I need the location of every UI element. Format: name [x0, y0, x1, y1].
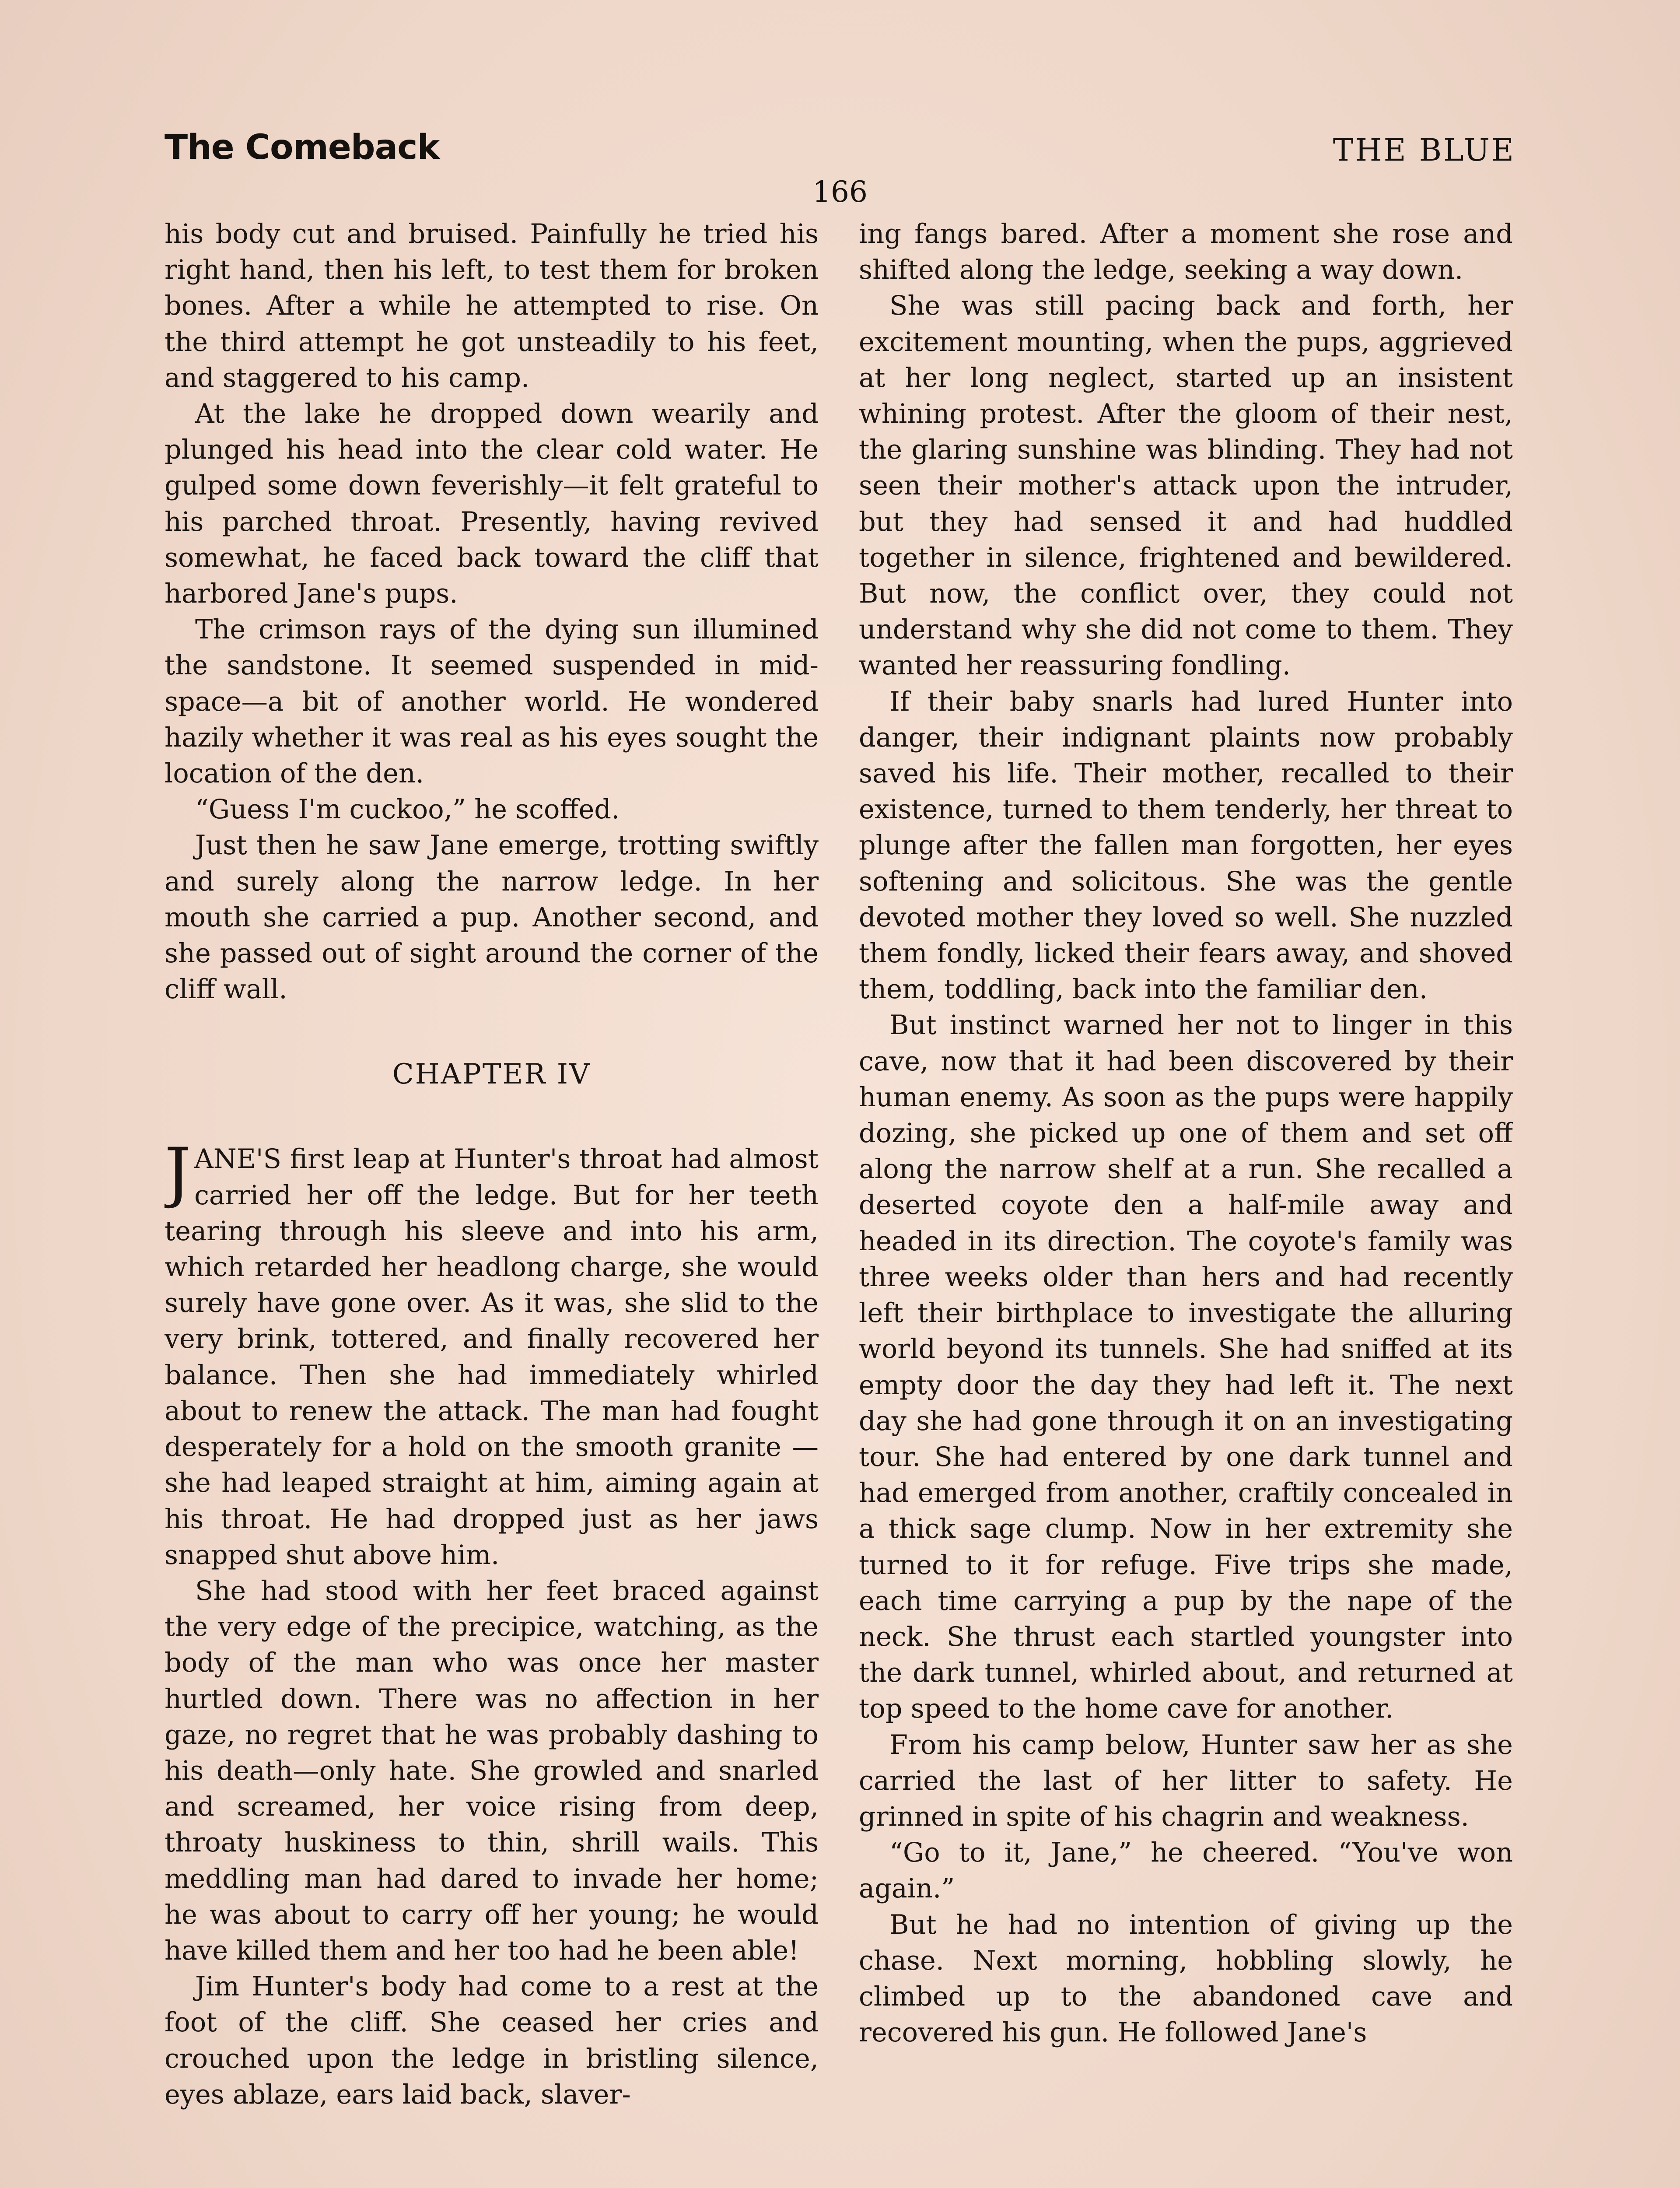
paragraph: Just then he saw Jane emerge, trotting swiftly and surely along the narrow ledge. In her mouth she carried a pup. Another second, and she passed out of sight around the corner of the cliff wall. — [164, 830, 819, 1005]
paragraph: Jim Hunter's body had come to a rest at the foot of the cliff. She ceased her cries and crouched upon the ledge in bristling silence, eyes ablaze, ears laid back, slaver- — [164, 1971, 819, 2110]
paragraph: his body cut and bruised. Painfully he tried his right hand, then his left, to test them for broken bones. After a while he attempted to rise. On the third attempt he got unsteadily to his feet, and staggered to his camp. — [164, 219, 819, 393]
paragraph: “Go to it, Jane,” he cheered. “You've won again.” — [859, 1837, 1513, 1904]
chapter-opening-text: ANE'S first leap at Hunter's throat had almost carried her off the ledge. But for her teeth tearing through his sleeve and into his arm, which retarded her headlong charge, she would surely have gone over. As it was, she slid to the very brink, tottered, and finally recovered her balance. Then she had immediately whirled about to renew the attack. The man had fought desperately for a hold on the smooth granite —she had leaped straight at him, aiming again at his throat. He had dropped just as her jaws snapped shut above him. — [164, 1144, 819, 1571]
drop-cap: J — [164, 1134, 191, 1211]
paragraph: But he had no intention of giving up the chase. Next morning, hobbling slowly, he climbed up to the abandoned cave and recovered his gun. He followed Jane's — [859, 1909, 1513, 2048]
chapter-heading: CHAPTER IV — [392, 1058, 591, 1091]
left-column — [164, 216, 819, 2188]
paragraph: “Guess I'm cuckoo,” he scoffed. — [195, 794, 620, 825]
right-column — [859, 216, 1513, 2188]
chapter-opening-paragraph — [164, 1134, 819, 1573]
paragraph: She had stood with her feet braced against the very edge of the precipice, watching, as the body of the man who was once her master hurtled down. There was no affection in her gaze, no regret that he was probably dashing to his death—only hate. She growled and snarled and screamed, her voice rising from deep, throaty huskiness to thin, shrill wails. This meddling man had dared to invade her home; he was about to carry off her young; he would have killed them and her too had he been able! — [164, 1575, 819, 1966]
page-number: 166 — [812, 175, 868, 209]
paragraph: But instinct warned her not to linger in this cave, now that it had been discovered by their human enemy. As soon as the pups were happily dozing, she picked up one of them and set off along the narrow shelf at a run. She recalled a deserted coyote den a half-mile away and headed in its direction. The coyote's family was three weeks older than hers and had recently left their birthplace to investigate the alluring world beyond its tunnels. She had sniffed at its empty door the day they had left it. The next day she had gone through it on an investigating tour. She had entered by one dark tunnel and had emerged from another, craftily concealed in a thick sage clump. Now in her extremity she turned to it for refuge. Five trips she made, each time carrying a pup by the nape of the neck. She thrust each startled youngster into the dark tunnel, whirled about, and returned at top speed to the home cave for another. — [859, 1010, 1513, 1725]
paragraph: From his camp below, Hunter saw her as she carried the last of her litter to safety. He grinned in spite of his chagrin and weakness. — [859, 1729, 1513, 1832]
paragraph: If their baby snarls had lured Hunter into danger, their indignant plaints now probably saved his life. Their mother, recalled to their existence, turned to them tenderly, her threat to plunge after the fallen man forgotten, her eyes softening and solicitous. She was the gentle devoted mother they loved so well. She nuzzled them fondly, licked their fears away, and shoved them, toddling, back into the familiar den. — [859, 686, 1513, 1005]
paragraph: ing fangs bared. After a moment she rose and shifted along the ledge, seeking a way down. — [859, 219, 1513, 286]
story-title: The Comeback — [164, 128, 440, 167]
paragraph: She was still pacing back and forth, her excitement mounting, when the pups, aggrieved at her long neglect, started up an insistent whining protest. After the gloom of their nest, the glaring sunshine was blinding. They had not seen their mother's attack upon the intruder, but they had sensed it and had huddled together in silence, frightened and bewildered. But now, the conflict over, they could not understand why she did not come to them. They wanted her reassuring fondling. — [859, 291, 1513, 681]
paragraph: At the lake he dropped down wearily and plunged his head into the clear cold water. He gulped some down feverishly—it felt grateful to his parched throat. Presently, having revived somewhat, he faced back toward the cliff that harbored Jane's pups. — [164, 399, 819, 610]
magazine-name: THE BLUE — [1333, 132, 1516, 168]
paragraph: The crimson rays of the dying sun illumined the sandstone. It seemed suspended in mid-space—a bit of another world. He wondered hazily whether it was real as his eyes sought the location of the den. — [164, 614, 819, 789]
